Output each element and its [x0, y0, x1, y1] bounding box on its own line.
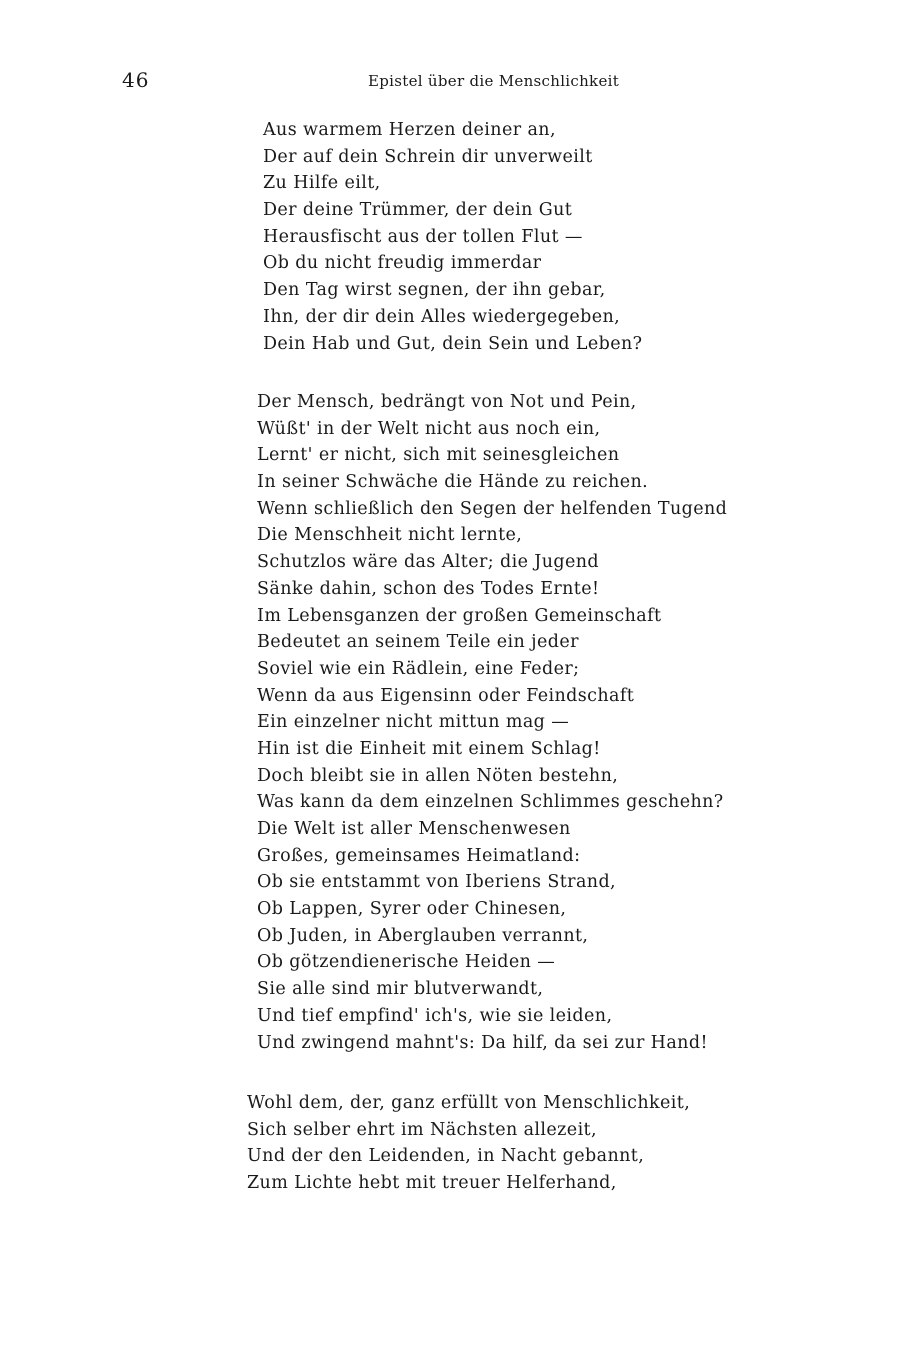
verse-line: Den Tag wirst segnen, der ihn gebar,	[263, 280, 606, 301]
verse-line: Die Menschheit nicht lernte,	[257, 525, 523, 546]
verse-line: Der deine Trümmer, der dein Gut	[263, 200, 573, 221]
verse-line: Sie alle sind mir blutverwandt,	[257, 979, 544, 1000]
verse-line: Ob Lappen, Syrer oder Chinesen,	[257, 899, 567, 920]
verse-line: Und tief empfind' ich's, wie sie leiden,	[257, 1005, 613, 1026]
verse-line: Der Mensch, bedrängt von Not und Pein,	[257, 392, 637, 412]
verse-line: Der auf dein Schrein dir unverweilt	[263, 146, 593, 167]
verse-line: Aus warmem Herzen deiner an,	[263, 120, 556, 140]
running-title: Epistel über die Menschlichkeit	[368, 72, 620, 90]
verse-line: Und der den Leidenden, in Nacht gebannt,	[247, 1146, 645, 1167]
verse-line: Schutzlos wäre das Alter; die Jugend	[257, 552, 600, 573]
verse-line: Wenn schließlich den Segen der helfenden Tugend	[257, 498, 728, 519]
verse-line: Wüßt' in der Welt nicht aus noch ein,	[257, 418, 601, 439]
page-number: 46	[122, 68, 150, 92]
verse-line: Herausfischt aus der tollen Flut —	[263, 226, 583, 247]
verse-line: Was kann da dem einzelnen Schlimmes geschehn?	[257, 792, 724, 813]
verse-line: In seiner Schwäche die Hände zu reichen.	[257, 472, 649, 493]
verse-line: Ob sie entstammt von Iberiens Strand,	[257, 872, 617, 893]
stanza-1	[263, 117, 642, 357]
verse-line: Zum Lichte hebt mit treuer Helferhand,	[247, 1173, 617, 1194]
verse-line: Sänke dahin, schon des Todes Ernte!	[257, 578, 600, 599]
verse-line: Wohl dem, der, ganz erfüllt von Menschlichkeit,	[247, 1093, 691, 1113]
verse-line: Und zwingend mahnt's: Da hilf, da sei zur Hand!	[257, 1032, 708, 1053]
stanza-2	[257, 389, 727, 1056]
verse-line: Großes, gemeinsames Heimatland:	[257, 845, 581, 866]
stanza-3	[247, 1090, 690, 1197]
verse-line: Zu Hilfe eilt,	[263, 173, 381, 194]
verse-line: Lernt' er nicht, sich mit seinesgleichen	[257, 445, 620, 466]
verse-line: Dein Hab und Gut, dein Sein und Leben?	[263, 333, 643, 354]
verse-line: Im Lebensganzen der großen Gemeinschaft	[257, 605, 662, 626]
verse-line: Ein einzelner nicht mittun mag —	[257, 712, 570, 733]
verse-line: Doch bleibt sie in allen Nöten bestehn,	[257, 765, 619, 786]
verse-line: Wenn da aus Eigensinn oder Feindschaft	[257, 685, 635, 706]
verse-line: Ob du nicht freudig immerdar	[263, 253, 542, 274]
verse-line: Sich selber ehrt im Nächsten allezeit,	[247, 1119, 597, 1140]
verse-line: Die Welt ist aller Menschenwesen	[257, 819, 571, 839]
verse-line: Soviel wie ein Rädlein, eine Feder;	[257, 658, 580, 679]
verse-line: Ob götzendienerische Heiden —	[257, 952, 556, 973]
verse-line: Ihn, der dir dein Alles wiedergegeben,	[263, 306, 621, 327]
verse-line: Bedeutet an seinem Teile ein jeder	[257, 632, 579, 653]
verse-line: Ob Juden, in Aberglauben verrannt,	[257, 925, 589, 946]
verse-line: Hin ist die Einheit mit einem Schlag!	[257, 738, 601, 759]
